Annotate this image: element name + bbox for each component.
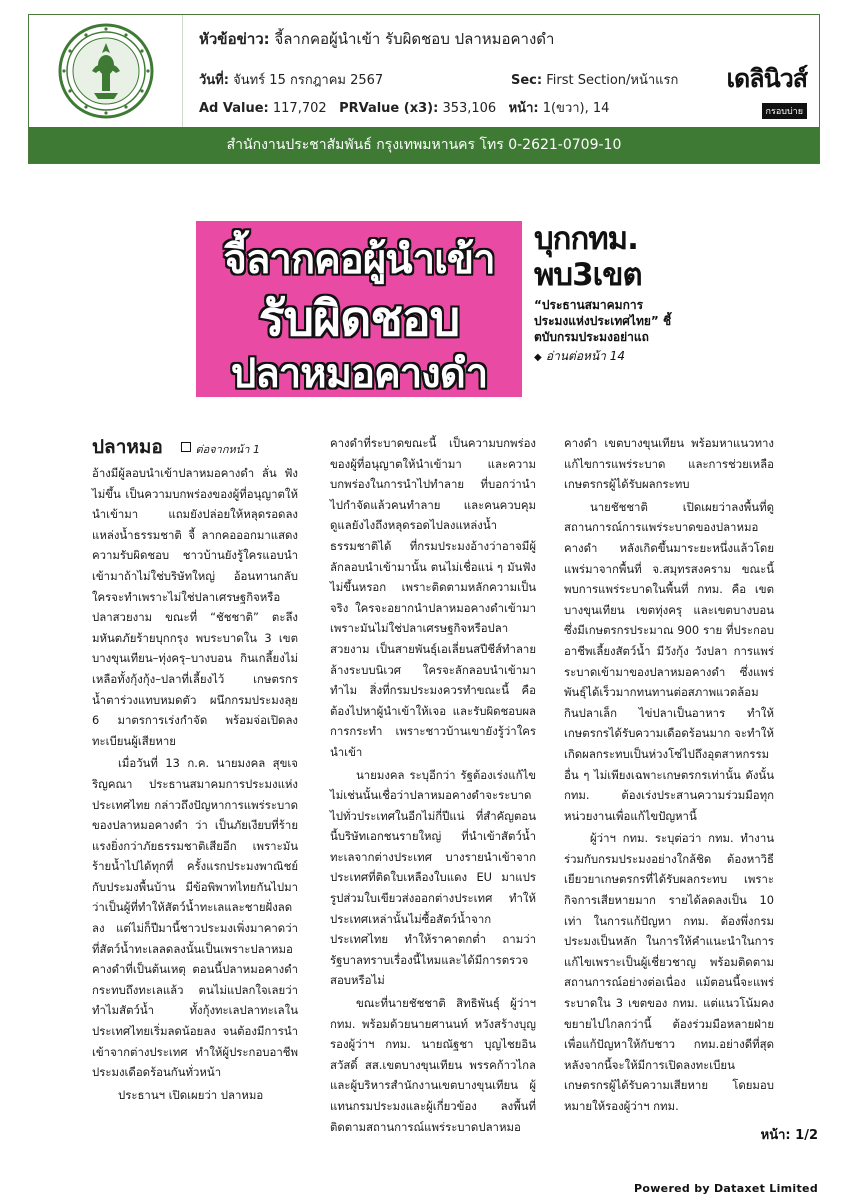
- diamond-icon: ◆: [534, 352, 542, 363]
- headline-line-3: ปลาหมอคางดำ: [230, 351, 488, 397]
- pr-value: 353,106: [442, 101, 497, 116]
- paragraph: คางดำที่ระบาดขณะนี้ เป็นความบกพร่องของผู้ที่อนุญาตให้นำเข้ามา และความบกพร่องในการนำไปทำลาย ที่บอกว่านำไปกำจัดแล้วคนทำลาย และคนควบคุมดูแลยังไงถึงหลุดรอดไปลงแหล่งน้ำธรรมชาติได้ ที่กรมประมงอ้างว่าอาจมีผู้ลักลอบนำเข้ามานั้น ตนไม่เชื่อแน่ ๆ มันฟังไม่ขึ้นหรอก เพราะติดตามหลักความเป็นจริง ใครจะอยากนำปลาหมอคางดำเข้ามา เพราะมันไม่ใช่ปลาเศรษฐกิจหรือปลาสวยงาม เป็นสายพันธุ์เอเลี่ยนสปีชีส์ทำลายล้างระบบนิเวศ ใครจะลักลอบนำเข้ามาทำไม สิ่งที่กรมประมงควรทำขณะนี้ คือต้องไปหาผู้นำเข้าให้เจอ และรับผิดชอบผลการกระทำ เพราะชาวบ้านเขายังรู้ว่าใครนำเข้า: [330, 436, 536, 759]
- paragraph: อ้างมีผู้ลอบนำเข้าปลาหมอคางดำ ลั่น ฟังไม่ขึ้น เป็นความบกพร่องของผู้ที่อนุญาตให้นำเข้ามา แถมยังปล่อยให้หลุดรอดลงแหล่งน้ำธรรมชาติ จี้ ลากคอออกมาแสดงความรับผิดชอบ ชาวบ้านยังรู้ใครแอบนำเข้ามาถ้าไม่ใช่บริษัทใหญ่ อ้อนทานกลับใครจะทำเพราะไม่ใช่ปลาเศรษฐกิจหรือปลาสวยงาม ขณะที่ “ชัชชาติ” ตะลึงมหันตภัยร้ายบุกกรุง พบระบาดใน 3 เขตบางขุนเทียน–ทุ่งครุ–บางบอน กินเกลี้ยงไม่เหลือทั้งกุ้งกุ้ง–ปลาที่เลี้ยงไว้ เกษตรกรน้ำตาร่วงแทบหมดตัว ผนึกกรมประมงลุย 6 มาตรการเร่งกำจัด พร้อมจ่อเปิดลงทะเบียนผู้เสียหาย: [92, 466, 298, 748]
- article-column-1: [92, 436, 298, 1105]
- headline-box: [196, 221, 522, 397]
- continued-note: [534, 347, 674, 366]
- headline-line-2: รับผิดชอบ: [258, 291, 460, 347]
- page-label: หน้า:: [508, 101, 539, 116]
- subhead-box: [534, 221, 674, 397]
- paragraph: เมื่อวันที่ 13 ก.ค. นายมงคล สุขเจริญคณา ประธานสมาคมการประมงแห่งประเทศไทย กล่าวถึงปัญหาการแพร่ระบาดของปลาหมอคางดำ ว่า เป็นภัยเงียบที่ร้ายแรงยิ่งกว่าภัยธรรมชาติเสียอีก เพราะมันร้ายน้ำไปได้ทุกที่ ครั้งแรกประมงพาณิชย์กับประมงพื้นบ้าน มีข้อพิพาทไทยกันไปมาว่าเป็นผู้ที่ทำให้สัตว์น้ำทะเลและชายฝั่งลดลง แต่ไม่ก็ปีมานี้ชาวประมงเพิ่งมาคาดว่า ที่สัตว์น้ำทะเลลดลงนั้นเป็นเพราะปลาหมอคางดำที่เป็นต้นเหตุ ตอนนี้ปลาหมอคางดำกระทบถึงทะเลแล้ว ตนไม่แปลกใจเลยว่าทำไมสัตว์น้ำ ทั้งกุ้งทะเลปลาทะเลในประเทศไทยเริ่มลดน้อยลง จนต้องมีการนำเข้าจากต่างประเทศ ทำให้ผู้ประกอบอาชีพประมงเดือดร้อนกันทั่วหน้า: [92, 756, 298, 1080]
- brand-name: เดลินิวส์: [726, 64, 807, 93]
- value-row: [199, 97, 609, 118]
- continued-text: อ่านต่อหน้า 14: [545, 349, 625, 363]
- powered-by: Powered by Dataxet Limited: [634, 1182, 818, 1195]
- date-value: จันทร์ 15 กรกฎาคม 2567: [233, 73, 384, 88]
- date-row: [199, 69, 679, 90]
- office-bar: สำนักงานประชาสัมพันธ์ กรุงเทพมหานคร โทร 0-2621-0709-10: [29, 127, 819, 163]
- subhead-title-2: พบ3เขต: [534, 257, 642, 293]
- headline-line-1: จี้ลากคอผู้นำเข้า: [223, 237, 495, 283]
- paragraph: นายมงคล ระบุอีกว่า รัฐต้องเร่งแก้ไขไม่เช่นนั้นเชื่อว่าปลาหมอคางดำจะระบาดไปทั่วประเทศในอีกไม่กี่ปีแน่ ที่สำคัญตอนนี้บริษัทเอกชนรายใหญ่ ที่นำเข้าสัตว์น้ำทะเลจากต่างประเทศ บางรายนำเข้าจากประเทศที่ติดใบเหลืองใบแดง EU มาแปรรูปส่วมใบเขียวส่งออกต่างประเทศ ทำให้ประเทศเหล่านั้นไม่ซื้อสัตว์น้ำจากประเทศไทย ทำให้ราคาตกต่ำ ถามว่ารัฐบาลทราบเรื่องนี้ไหมและได้มีการตรวจสอบหรือไม่: [330, 767, 536, 988]
- continued-from: ต่อจากหน้า 1: [181, 443, 259, 456]
- logo-area: [29, 15, 183, 127]
- bangkok-city-seal-icon: [56, 21, 156, 121]
- page-indicator: หน้า: 1/2: [760, 1128, 818, 1143]
- brand-edition: กรอบบ่าย: [762, 103, 807, 119]
- section-value: First Section/หน้าแรก: [546, 73, 679, 88]
- subhead-quote: “ประธานสมาคมการประมงแห่งประเทศไทย” ชี้ตบับกรมประมงอย่าแถ: [534, 298, 672, 344]
- news-title: จี้ลากคอผู้นำเข้า รับผิดชอบ ปลาหมอคางดำ: [274, 30, 555, 48]
- continued-keyword: ปลาหมอ: [92, 436, 163, 458]
- column-1-heading: [92, 436, 298, 461]
- publication-brand: [687, 59, 807, 119]
- clipping-header: [28, 14, 820, 164]
- paragraph: ขณะที่นายชัชชาติ สิทธิพันธุ์ ผู้ว่าฯ กทม. พร้อมด้วยนายศานนท์ หวังสร้างบุญ รองผู้ว่าฯ กทม. นายณัฐชา บุญไชยอินสวัสดิ์ สส.เขตบางขุนเทียน พรรคก้าวไกล และผู้บริหารสำนักงานเขตบางขุนเทียน ผู้แทนกรมประมงและผู้เกี่ยวข้อง ลงพื้นที่ติดตามสถานการณ์แพร่ระบาดปลาหมอ: [330, 996, 536, 1134]
- title-row: [199, 27, 554, 51]
- paragraph: ผู้ว่าฯ กทม. ระบุต่อว่า กทม. ทำงานร่วมกับกรมประมงอย่างใกล้ชิด ต้องหาวิธีเยียวยาเกษตรกรที่ได้รับผลกระทบ เพราะกิจการเสียหายมาก รายได้ลดลงเป็น 10 เท่า ในการแก้ปัญหา กทม. ต้องพึ่งกรมประมงเป็นหลัก ในการให้คำแนะนำในการแก้ไขเพราะเป็นผู้เชี่ยวชาญ พร้อมติดตามสถานการณ์อย่างต่อเนื่อง แม้ตอนนี้จะแพร่ระบาดใน 3 เขตของ กทม. แต่แนวโน้มคงขยายไปไกลกว่านี้ ต้องร่วมมือหลายฝ่ายเพื่อแก้ปัญหาให้กับชาว กทม.อย่างดีที่สุด หลังจากนี้จะให้มีการเปิดลงทะเบียนเกษตรกรผู้ได้รับความเสียหาย โดยมอบหมายให้รองผู้ว่าฯ กทม.: [564, 831, 774, 1113]
- header-top: [29, 15, 819, 127]
- section-label: Sec:: [511, 73, 543, 88]
- title-label: หัวข้อข่าว:: [199, 30, 270, 48]
- article-column-3: [564, 433, 774, 1117]
- paragraph: นายชัชชาติ เปิดเผยว่าลงพื้นที่ดูสถานการณ์การแพร่ระบาดของปลาหมอคางดำ หลังเกิดขึ้นมาระยะหนึ่งแล้วโดยแพร่มาจากพื้นที่ จ.สมุทรสงคราม ขณะนี้พบการแพร่ระบาดในพื้นที่ กทม. คือ เขตบางขุนเทียน เขตทุ่งครุ และเขตบางบอน ซึ่งมีเกษตรกรประมาณ 900 ราย ที่ประกอบอาชีพเลี้ยงสัตว์น้ำ มีวังกุ้ง วังปลา การแพร่ระบาดเข้ามาของปลาหมอคางดำ ซึ่งแพร่พันธุ์ได้เร็วมากทนทานต่อสภาพแวดล้อม กินปลาเล็ก ไข่ปลาเป็นอาหาร ทำให้เกษตรกรได้รับความเดือดร้อนมาก จะทำให้เกิดผลกระทบเป็นห่วงโซ่ไปถึงอุตสาหกรรมอื่น ๆ ไม่เพียงเฉพาะเกษตรกรเท่านั้น ดังนั้น กทม. ต้องเร่งประสานความร่วมมือทุกหน่วยงานเพื่อแก้ไขปัญหานี้: [564, 499, 774, 823]
- article-column-2: [330, 433, 536, 1137]
- date-label: วันที่:: [199, 73, 229, 88]
- ad-value-label: Ad Value:: [199, 101, 269, 116]
- subhead-title-1: บุกกทม.: [534, 221, 638, 257]
- section-group: [511, 69, 678, 90]
- ad-value: 117,702: [272, 101, 327, 116]
- paragraph: ประธานฯ เปิดเผยว่า ปลาหมอ: [118, 1087, 264, 1102]
- pr-value-label: PRValue (x3):: [339, 101, 439, 116]
- page-value: 1(ขวา), 14: [542, 101, 610, 116]
- paragraph: คางดำ เขตบางขุนเทียน พร้อมหาแนวทางแก้ไขการแพร่ระบาด และการช่วยเหลือเกษตรกรผู้ได้รับผลกระทบ: [564, 436, 774, 492]
- checkbox-square-icon: [181, 442, 191, 452]
